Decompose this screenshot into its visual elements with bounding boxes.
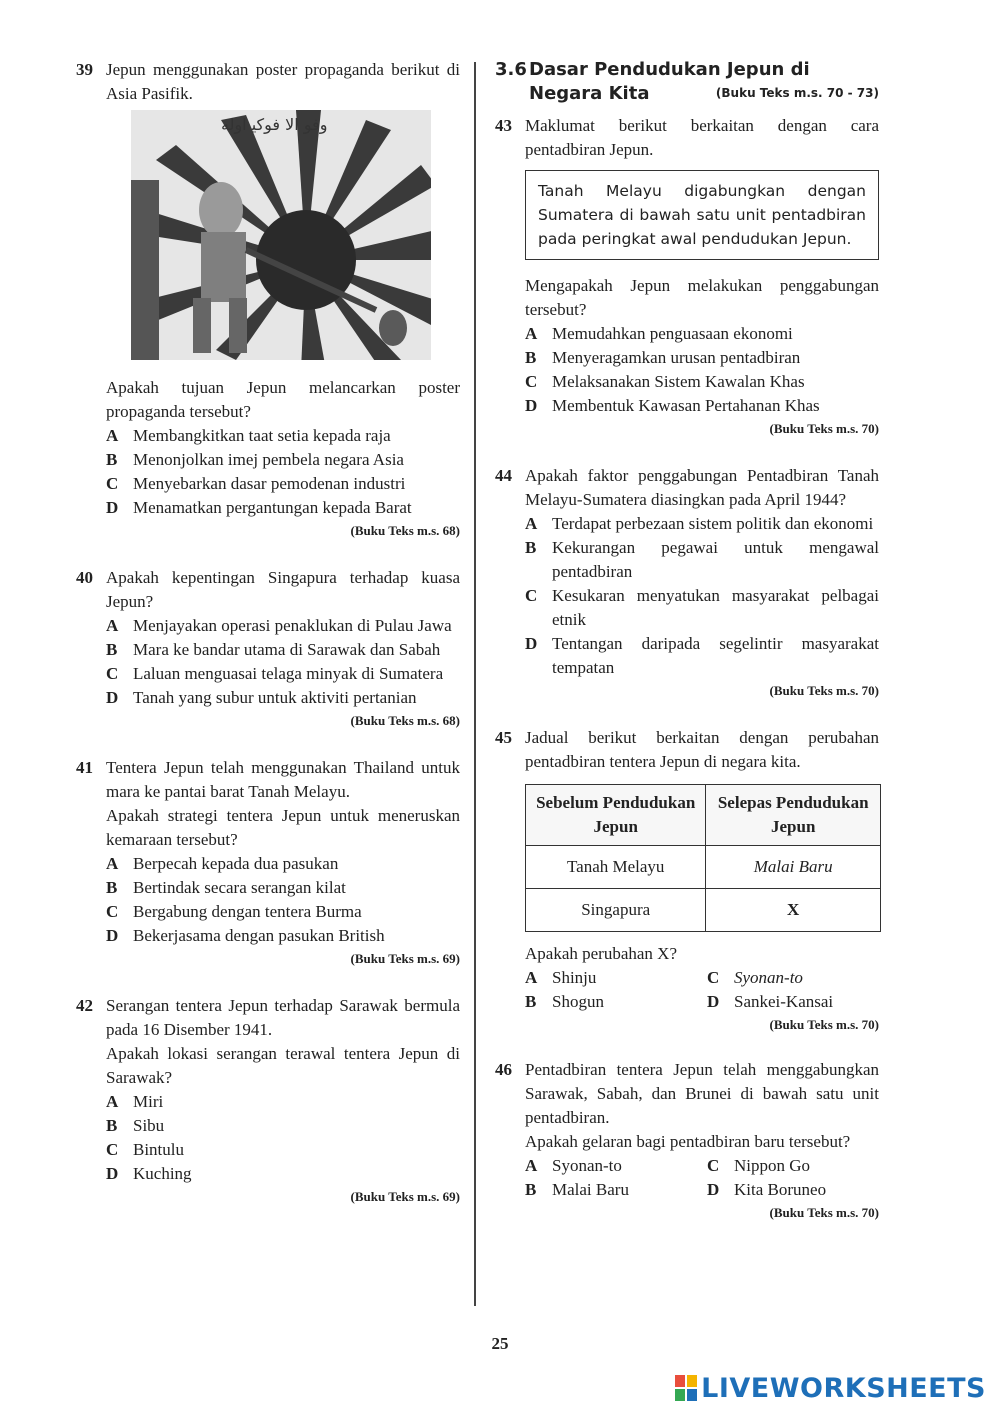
question-number: 43 <box>495 116 512 135</box>
question-stem-2: Apakah gelaran bagi pentadbiran baru tersebut? <box>525 1132 851 1151</box>
liveworksheets-logo-icon <box>675 1375 697 1401</box>
question-41 <box>76 756 460 968</box>
table-cell: Singapura <box>526 889 706 932</box>
question-44 <box>495 464 879 700</box>
option-b[interactable]: B Menonjolkan imej pembela negara Asia <box>106 450 404 469</box>
option-d[interactable]: D Kuching <box>106 1164 192 1183</box>
option-c[interactable]: C Melaksanakan Sistem Kawalan Khas <box>525 372 805 391</box>
textbook-reference: (Buku Teks m.s. 68) <box>350 713 460 728</box>
brand-name: LIVEWORKSHEETS <box>701 1372 986 1404</box>
option-a[interactable]: A Syonan-to <box>525 1156 622 1175</box>
section-title: Dasar Pendudukan Jepun di Negara Kita <box>529 59 810 104</box>
section-heading <box>495 58 879 106</box>
option-c[interactable]: C Nippon Go <box>707 1156 811 1175</box>
option-d[interactable]: D Tentangan daripada segelintir masyarakat tempatan <box>525 634 879 677</box>
table-cell: Malai Baru <box>706 846 881 889</box>
liveworksheets-logo[interactable] <box>675 1373 986 1403</box>
option-c[interactable]: C Bintulu <box>106 1140 185 1159</box>
question-stem: Apakah faktor penggabungan Pentadbiran Tanah Melayu-Sumatera diasingkan pada April 1944? <box>525 466 879 509</box>
textbook-reference: (Buku Teks m.s. 70) <box>769 1017 879 1032</box>
option-a[interactable]: A Terdapat perbezaan sistem politik dan ekonomi <box>525 514 874 533</box>
question-stem-2: Apakah strategi tentera Jepun untuk meneruskan kemaraan tersebut? <box>106 806 460 849</box>
textbook-reference: (Buku Teks m.s. 70) <box>769 683 879 698</box>
page-number: 25 <box>491 1334 509 1353</box>
option-d[interactable]: D Membentuk Kawasan Pertahanan Khas <box>525 396 820 415</box>
table-row <box>526 846 881 889</box>
question-42 <box>76 994 460 1206</box>
question-number: 40 <box>76 568 93 587</box>
question-stem: Serangan tentera Jepun terhadap Sarawak bermula pada 16 Disember 1941. <box>106 996 460 1039</box>
option-a[interactable]: A Berpecah kepada dua pasukan <box>106 854 339 873</box>
column-divider <box>474 62 476 1306</box>
option-a[interactable]: A Memudahkan penguasaan ekonomi <box>525 324 793 343</box>
textbook-reference: (Buku Teks m.s. 68) <box>350 523 460 538</box>
question-stem: Apakah kepentingan Singapura terhadap kuasa Jepun? <box>106 568 460 611</box>
option-b[interactable]: B Bertindak secara serangan kilat <box>106 878 346 897</box>
question-stem: Jadual berikut berkaitan dengan perubahan pentadbiran tentera Jepun di negara kita. <box>525 728 879 771</box>
question-stem-2: Apakah perubahan X? <box>525 944 677 963</box>
section-reference: (Buku Teks m.s. 70 - 73) <box>715 86 879 100</box>
option-a[interactable]: A Menjayakan operasi penaklukan di Pulau Jawa <box>106 616 452 635</box>
comparison-table <box>525 784 881 932</box>
svg-text:ﻭﻓﻮ ﺍﻟﺎ ﻓﻮﻛﻴ ﺍﻭﻟﻪ: ﻭﻓﻮ ﺍﻟﺎ ﻓﻮﻛﻴ ﺍﻭﻟﻪ <box>221 115 328 134</box>
option-a[interactable]: A Shinju <box>525 968 597 987</box>
rising-sun-poster-graphic <box>131 110 431 360</box>
textbook-reference: (Buku Teks m.s. 70) <box>769 1205 879 1220</box>
question-stem-2: Apakah tujuan Jepun melancarkan poster propaganda tersebut? <box>106 378 460 421</box>
option-d[interactable]: D Tanah yang subur untuk aktiviti pertanian <box>106 688 417 707</box>
question-stem: Pentadbiran tentera Jepun telah menggabungkan Sarawak, Sabah, dan Brunei di bawah satu unit pentadbiran. <box>525 1060 879 1127</box>
question-45 <box>495 726 879 1034</box>
question-43 <box>495 114 879 438</box>
option-c[interactable]: C Kesukaran menyatukan masyarakat pelbagai etnik <box>525 586 879 629</box>
question-number: 44 <box>495 466 512 485</box>
question-stem: Maklumat berikut berkaitan dengan cara pentadbiran Jepun. <box>525 116 879 159</box>
question-stem-2: Apakah lokasi serangan terawal tentera Jepun di Sarawak? <box>106 1044 460 1087</box>
question-stem: Tentera Jepun telah menggunakan Thailand untuk mara ke pantai barat Tanah Melayu. <box>106 758 460 801</box>
right-column <box>495 58 879 1222</box>
question-46 <box>495 1058 879 1222</box>
option-c[interactable]: C Menyebarkan dasar pemodenan industri <box>106 474 406 493</box>
question-number: 45 <box>495 728 512 747</box>
option-b[interactable]: B Menyeragamkan urusan pentadbiran <box>525 348 801 367</box>
textbook-reference: (Buku Teks m.s. 69) <box>350 951 460 966</box>
table-cell-blank-x: X <box>706 889 881 932</box>
option-d[interactable]: D Bekerjasama dengan pasukan British <box>106 926 385 945</box>
option-d[interactable]: D Menamatkan pergantungan kepada Barat <box>106 498 412 517</box>
question-number: 42 <box>76 996 93 1015</box>
textbook-reference: (Buku Teks m.s. 70) <box>769 421 879 436</box>
question-stem: Jepun menggunakan poster propaganda berikut di Asia Pasifik. <box>106 60 460 103</box>
table-row <box>526 889 881 932</box>
option-c[interactable]: C Bergabung dengan tentera Burma <box>106 902 362 921</box>
question-number: 39 <box>76 60 93 79</box>
option-c[interactable]: C Syonan-to <box>707 968 803 987</box>
question-40 <box>76 566 460 730</box>
option-c[interactable]: C Laluan menguasai telaga minyak di Sumatera <box>106 664 444 683</box>
option-b[interactable]: B Kekurangan pegawai untuk mengawal pentadbiran <box>525 538 879 581</box>
table-header: Sebelum Pendudukan Jepun <box>526 785 706 846</box>
option-b[interactable]: B Sibu <box>106 1116 165 1135</box>
propaganda-poster-image <box>131 110 431 360</box>
option-d[interactable]: D Kita Boruneo <box>707 1180 827 1199</box>
option-b[interactable]: B Shogun <box>525 992 604 1011</box>
left-column <box>76 58 460 1206</box>
section-number: 3.6 <box>495 59 527 80</box>
question-number: 41 <box>76 758 93 777</box>
textbook-reference: (Buku Teks m.s. 69) <box>350 1189 460 1204</box>
option-d[interactable]: D Sankei-Kansai <box>707 992 834 1011</box>
option-b[interactable]: B Mara ke bandar utama di Sarawak dan Sabah <box>106 640 441 659</box>
option-a[interactable]: A Membangkitkan taat setia kepada raja <box>106 426 391 445</box>
question-number: 46 <box>495 1060 512 1079</box>
question-stem-2: Mengapakah Jepun melakukan penggabungan tersebut? <box>525 276 879 319</box>
option-a[interactable]: A Miri <box>106 1092 164 1111</box>
option-b[interactable]: B Malai Baru <box>525 1180 629 1199</box>
table-cell: Tanah Melayu <box>526 846 706 889</box>
table-header: Selepas Pendudukan Jepun <box>706 785 881 846</box>
info-box: Tanah Melayu digabungkan dengan Sumatera di bawah satu unit pentadbiran pada peringkat awal pendudukan Jepun. <box>525 170 879 260</box>
question-39 <box>76 58 460 540</box>
